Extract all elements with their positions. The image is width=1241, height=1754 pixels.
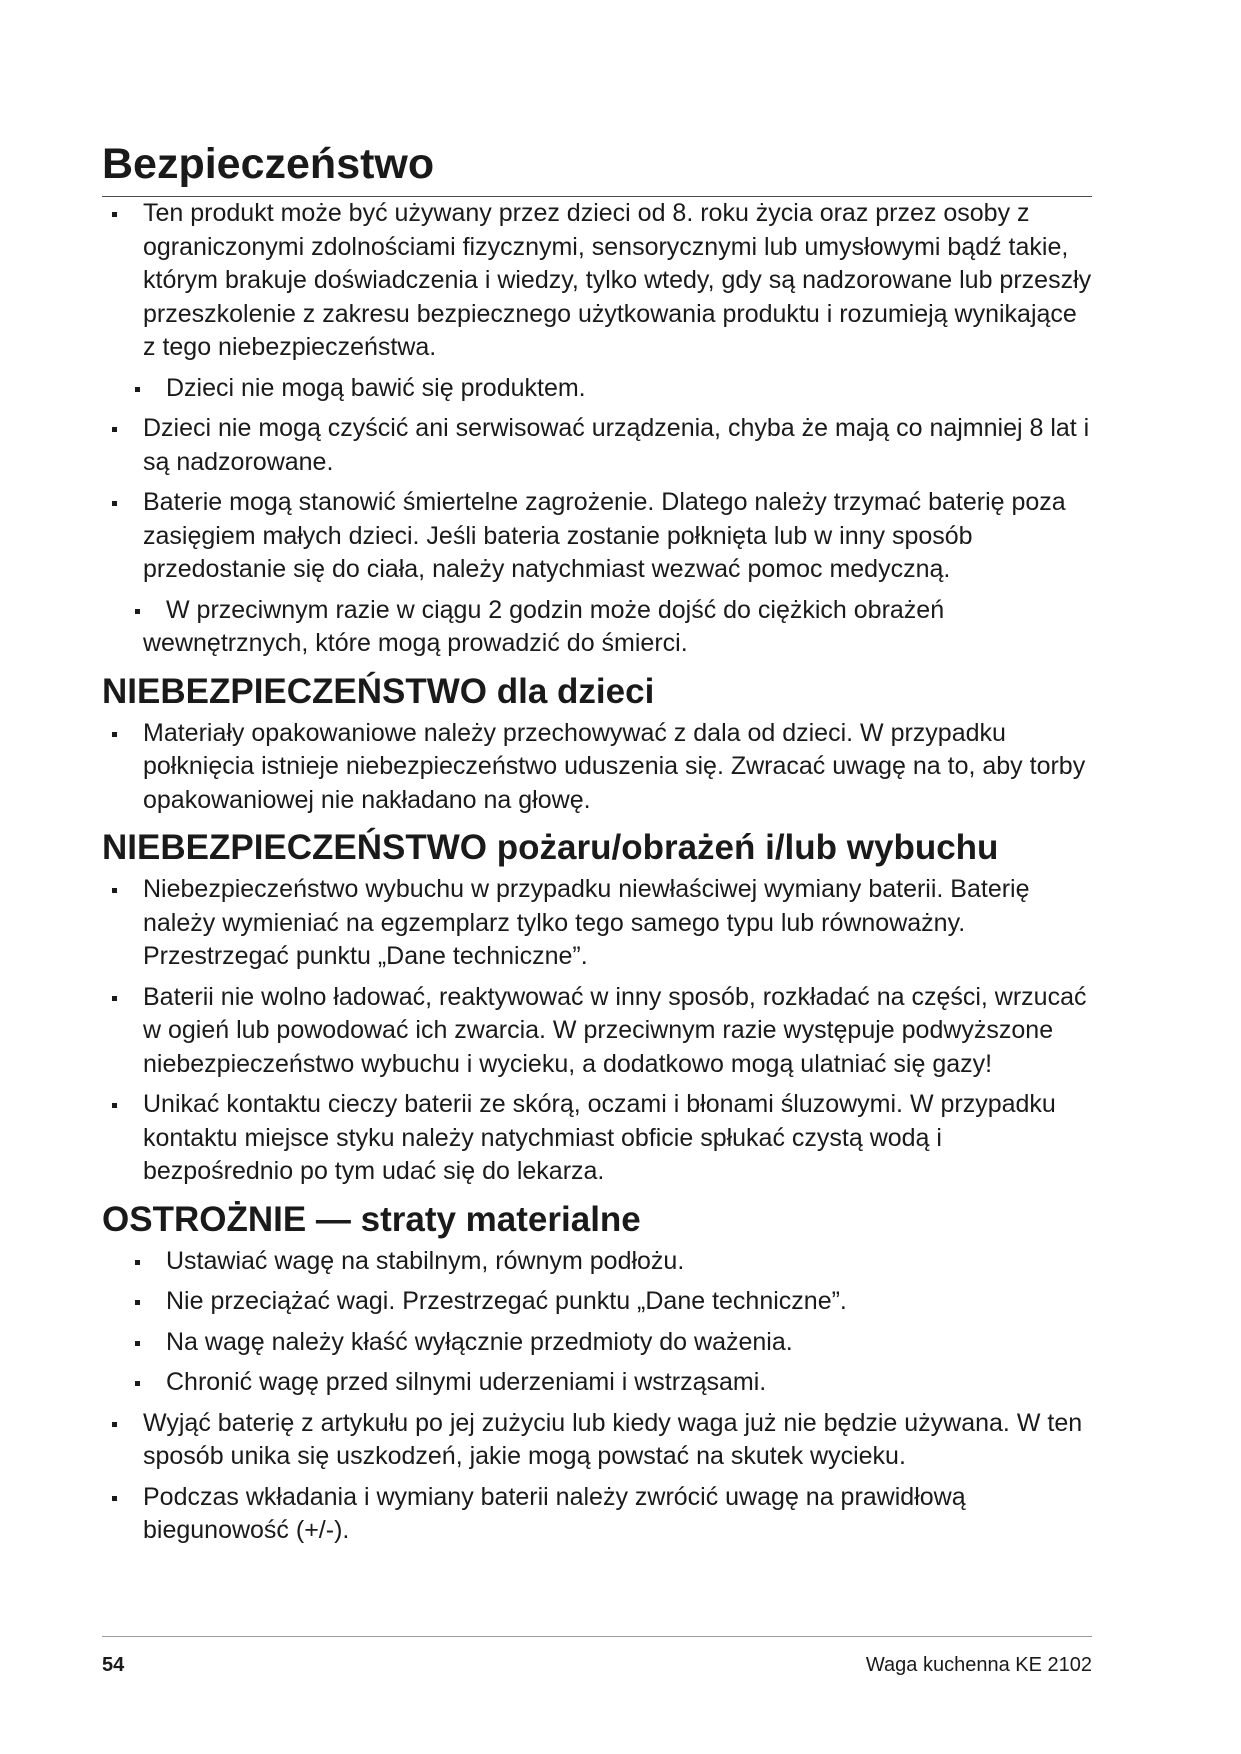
list-item: Dzieci nie mogą czyścić ani serwisować urządzenia, chyba że mają co najmniej 8 lat i są nadzorowane. (102, 412, 1092, 479)
caution-heading: OSTROŻNIE — straty materialne (102, 1199, 641, 1239)
list-item: Na wagę należy kłaść wyłącznie przedmioty do ważenia. (102, 1326, 1092, 1360)
list-item: Nie przeciążać wagi. Przestrzegać punktu „Dane techniczne”. (102, 1285, 1092, 1319)
list-item: Baterie mogą stanowić śmiertelne zagrożenie. Dlatego należy trzymać baterię poza zasięgiem małych dzieci. Jeśli bateria zostanie połknięta lub w inny sposób przedostanie się do ciała, należy natychmiast wezwać pomoc medyczną. (102, 486, 1092, 587)
list-item: Dzieci nie mogą bawić się produktem. (102, 372, 1092, 406)
page-footer (102, 1650, 1092, 1680)
footer-divider (102, 1636, 1092, 1637)
list-item: Baterii nie wolno ładować, reaktywować w inny sposób, rozkładać na części, wrzucać w ogień lub powodować ich zwarcia. W przeciwnym razie występuje podwyższone niebezpieczeństwo wybuchu i wycieku, a dodatkowo mogą ulatniać się gazy! (102, 981, 1092, 1082)
list-item: Chronić wagę przed silnymi uderzeniami i wstrząsami. (102, 1366, 1092, 1400)
children-danger-heading: NIEBEZPIECZEŃSTWO dla dzieci (102, 671, 655, 711)
safety-list (102, 197, 1092, 661)
list-item: Podczas wkładania i wymiany baterii należy zwrócić uwagę na prawidłową biegunowość (+/-). (102, 1481, 1092, 1548)
page-content (102, 140, 1092, 1555)
children-danger-list (102, 717, 1092, 818)
list-item: Unikać kontaktu cieczy baterii ze skórą, oczami i błonami śluzowymi. W przypadku kontaktu miejsce styku należy natychmiast obficie spłukać czystą wodą i bezpośrednio po tym udać się do lekarza. (102, 1088, 1092, 1189)
list-item: Materiały opakowaniowe należy przechowywać z dala od dzieci. W przypadku połknięcia istnieje niebezpieczeństwo uduszenia się. Zwracać uwagę na to, aby torby opakowaniowej nie nakładano na głowę. (102, 717, 1092, 818)
list-item: Ten produkt może być używany przez dzieci od 8. roku życia oraz przez osoby z ograniczonymi zdolnościami fizycznymi, sensorycznymi lub umysłowymi bądź takie, którym brakuje doświadczenia i wiedzy, tylko wtedy, gdy są nadzorowane lub przeszły przeszkolenie z zakresu bezpiecznego użytkowania produktu i rozumieją wynikające z tego niebezpieczeństwa. (102, 197, 1092, 365)
fire-danger-list (102, 873, 1092, 1189)
page-number: 54 (102, 1654, 125, 1676)
list-item: Niebezpieczeństwo wybuchu w przypadku niewłaściwej wymiany baterii. Baterię należy wymieniać na egzemplarz tylko tego samego typu lub równoważny. Przestrzegać punktu „Dane techniczne”. (102, 873, 1092, 974)
caution-list (102, 1245, 1092, 1548)
list-item: Ustawiać wagę na stabilnym, równym podłożu. (102, 1245, 1092, 1279)
list-item: W przeciwnym razie w ciągu 2 godzin może dojść do ciężkich obrażeń wewnętrznych, które mogą prowadzić do śmierci. (102, 594, 1092, 661)
fire-danger-heading: NIEBEZPIECZEŃSTWO pożaru/obrażeń i/lub wybuchu (102, 828, 999, 867)
page-title: Bezpieczeństwo (102, 140, 1092, 197)
list-item: Wyjąć baterię z artykułu po jej zużyciu lub kiedy waga już nie będzie używana. W ten sposób unika się uszkodzeń, jakie mogą powstać na skutek wycieku. (102, 1407, 1092, 1474)
product-name: Waga kuchenna KE 2102 (865, 1654, 1092, 1676)
